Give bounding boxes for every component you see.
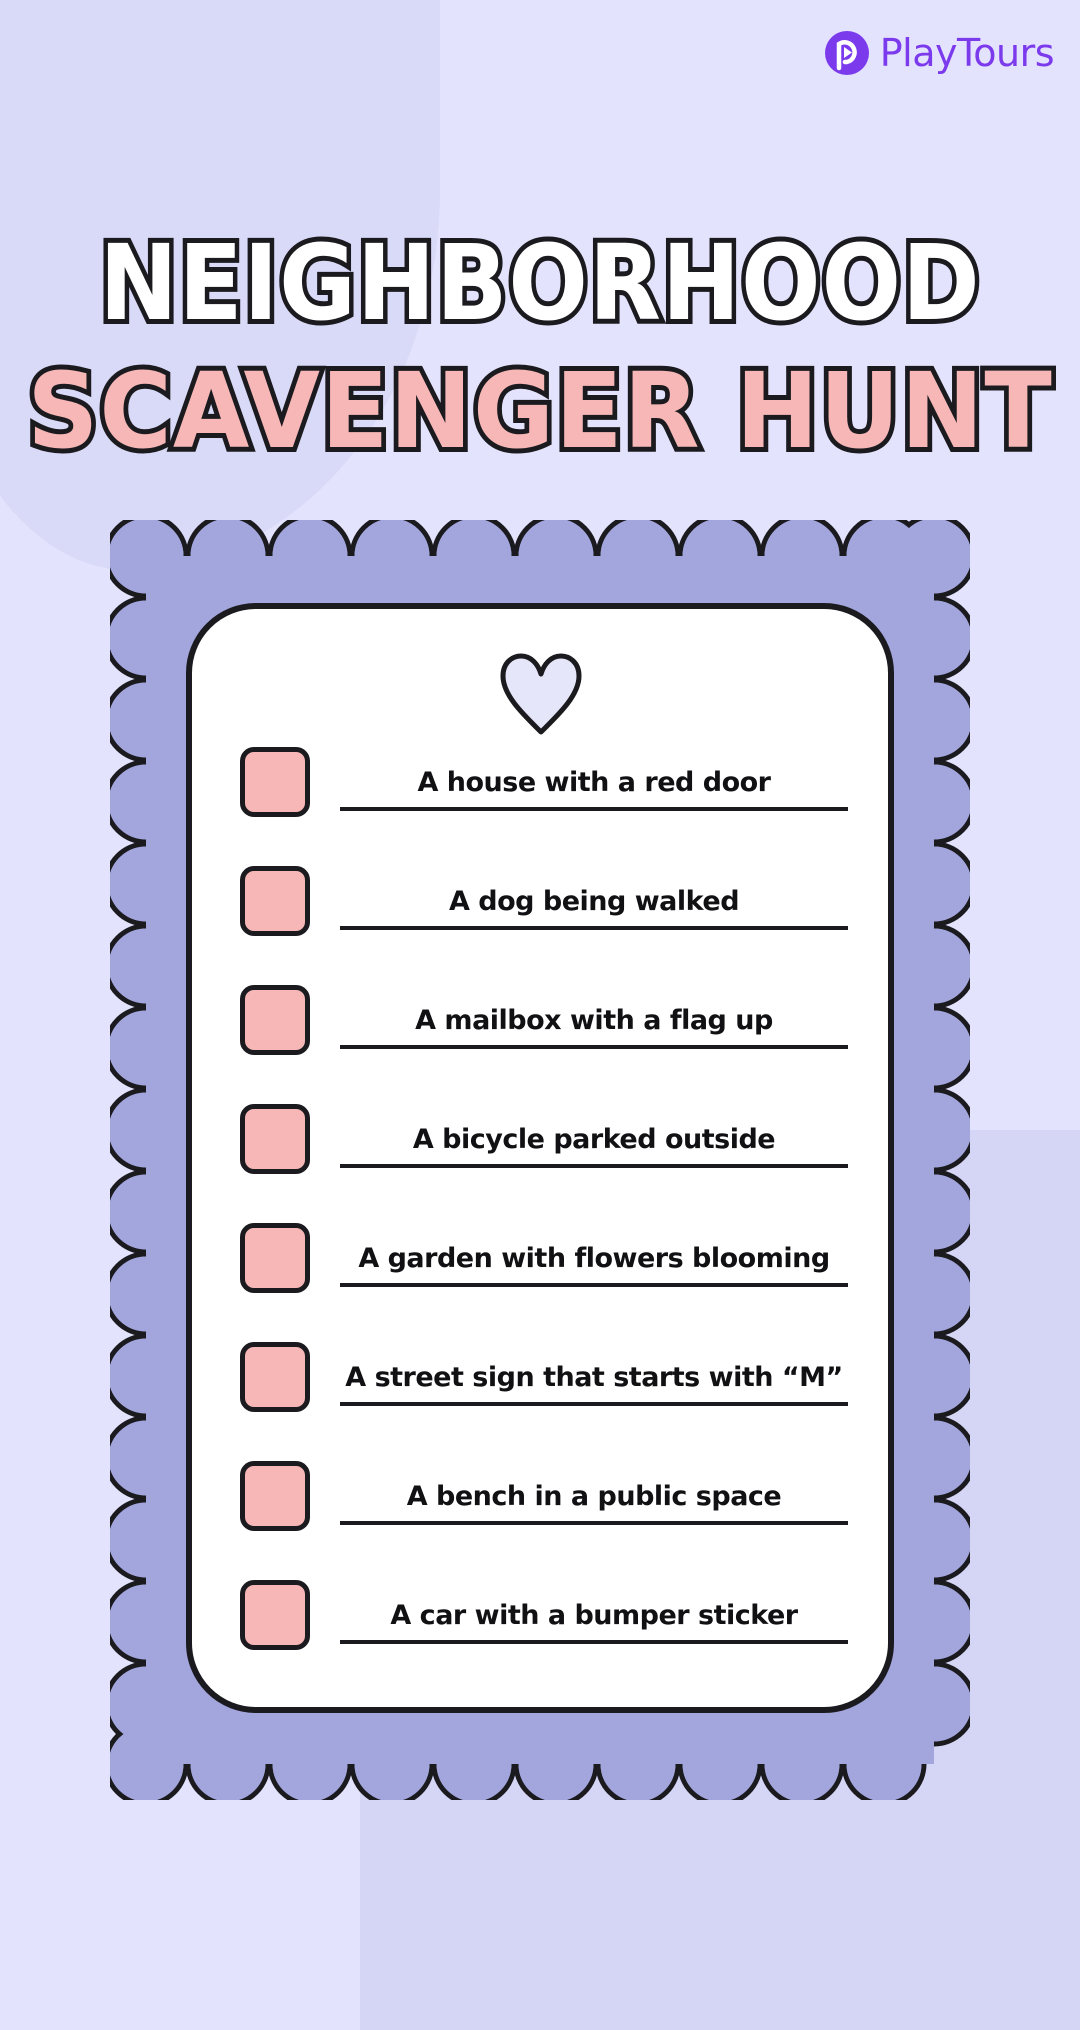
checklist-item-label: A bench in a public space xyxy=(406,1481,782,1512)
underline xyxy=(340,1045,848,1049)
checklist-item xyxy=(238,864,848,983)
title-line-1: NEIGHBORHOOD xyxy=(99,222,981,344)
checklist-item xyxy=(238,1102,848,1221)
checklist-item-label: A dog being walked xyxy=(448,886,740,917)
checklist-item xyxy=(238,1221,848,1340)
checklist xyxy=(238,745,848,1697)
checklist-item-label: A bicycle parked outside xyxy=(412,1124,776,1155)
checklist-item-label: A car with a bumper sticker xyxy=(390,1600,798,1631)
checklist-item xyxy=(238,745,848,864)
checkbox[interactable] xyxy=(240,866,310,936)
brand-name: PlayTours xyxy=(879,31,1054,75)
underline xyxy=(340,1402,848,1406)
checklist-item-label: A street sign that starts with “M” xyxy=(345,1362,843,1393)
brand-logo xyxy=(822,28,1054,78)
checklist-item-label: A garden with flowers blooming xyxy=(358,1243,830,1274)
underline xyxy=(340,1640,848,1644)
checklist-item xyxy=(238,983,848,1102)
heart-icon xyxy=(495,650,587,738)
underline xyxy=(340,1164,848,1168)
checkbox[interactable] xyxy=(240,985,310,1055)
underline xyxy=(340,1521,848,1525)
checklist-item-label: A mailbox with a flag up xyxy=(415,1005,773,1036)
title-line-2: SCAVENGER HUNT xyxy=(27,350,1053,472)
checklist-item-label: A house with a red door xyxy=(417,767,771,798)
checkbox[interactable] xyxy=(240,747,310,817)
checkbox[interactable] xyxy=(240,1342,310,1412)
playtours-logo-icon xyxy=(822,28,872,78)
checkbox[interactable] xyxy=(240,1580,310,1650)
checklist-item xyxy=(238,1340,848,1459)
underline xyxy=(340,807,848,811)
underline xyxy=(340,926,848,930)
checkbox[interactable] xyxy=(240,1223,310,1293)
checkbox[interactable] xyxy=(240,1104,310,1174)
checkbox[interactable] xyxy=(240,1461,310,1531)
checklist-item xyxy=(238,1578,848,1697)
checklist-item xyxy=(238,1459,848,1578)
underline xyxy=(340,1283,848,1287)
